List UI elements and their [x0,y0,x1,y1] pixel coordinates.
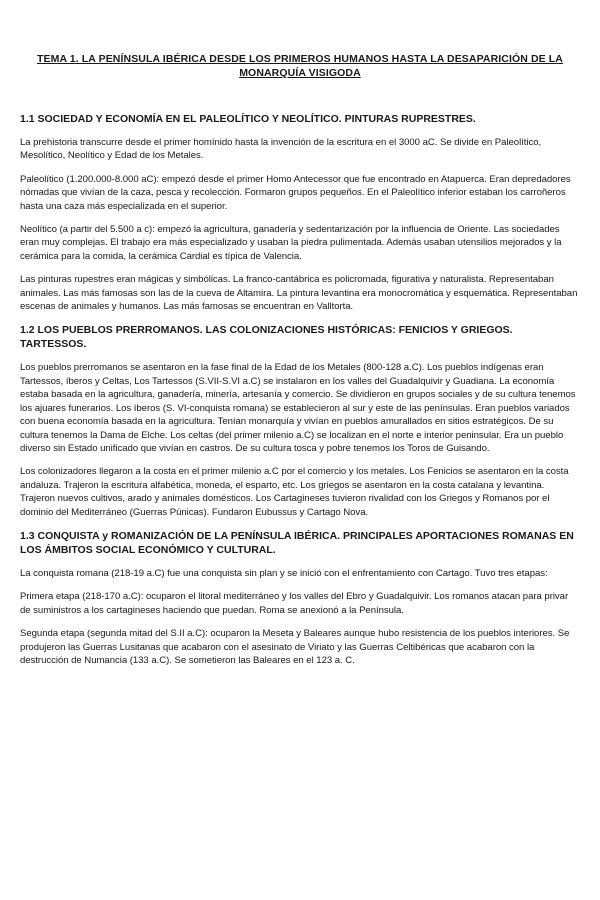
section-1-paragraph: Neolítico (a partir del 5.500 a c): empezó la agricultura, ganadería y sedentarización por la influencia de Oriente. Las sociedades eran muy complejas. El trabajo era más especializado y usaban la piedra pulimentada. Además usaban utensilios mejorados y la cerámica para la comida, la cerámica Cardial es típica de Valencia. [20,224,562,262]
section-1 [20,112,580,313]
section-1-heading: 1.1 SOCIEDAD Y ECONOMÍA EN EL PALEOLÍTICO Y NEOLÍTICO. PINTURAS RUPRESTRES. [20,113,476,125]
section-2-paragraph: Los pueblos prerromanos se asentaron en la fase final de la Edad de los Metales (800-128 a.C). Los pueblos indígenas eran Tartessos, íberos y Celtas, Los Tartessos (S.VII-S.VI a.C) se instalaron en los valles del Guadalquivir y Guadiana. La economía estaba basada en la agricultura, ganadería, minería, artesanía y comercio. Se dividieron en grupos sociales y de su cultura tenemos los ajuares funerarios. Los íberos (S. VI-conquista romana) se establecieron al sur y este de las penínsulas. Eran pueblos variados con buena economía basada en la agricultura. Tenían monarquía y vivían en pueblos amurallados en sitios estratégicos. De su cultura tenemos la Dama de Elche. Los celtas (del primer milenio a.C) se localizan en el norte e interior peninsular. Era un pueblo diverso sin Estado unificado que vivían en castros. De su cultura tosca y pobre tenemos los Toros de Guisando. [20,362,576,454]
document-page [0,52,600,900]
document-title: TEMA 1. LA PENÍNSULA IBÉRICA DESDE LOS PRIMEROS HUMANOS HASTA LA DESAPARICIÓN DE LA MONARQUÍA VISIGODA [37,53,563,79]
section-1-paragraph: La prehistoria transcurre desde el primer homínido hasta la invención de la escritura en el 3000 aC. Se divide en Paleolítico, Mesolítico, Neolítico y Edad de los Metales. [20,137,542,162]
section-3-paragraph: Primera etapa (218-170 a.C): ocuparon el litoral mediterráneo y los valles del Ebro y Guadalquivir. Los romanos atacan para privar de suministros a los cartagineses haciendo que puedan. Roma se anexionó a la Península. [20,591,569,616]
section-3-paragraph: La conquista romana (218-19 a.C) fue una conquista sin plan y se inició con el enfrentamiento con Cartago. Tuvo tres etapas: [20,567,548,579]
section-3 [20,529,580,667]
section-2 [20,323,580,518]
section-1-paragraph: Las pinturas rupestres eran mágicas y simbólicas. La franco-cantábrica es policromada, figurativa y naturalista. Representaban animales. Las más famosas son las de la cueva de Altamira. La pintura levantina era monocromática y esquemática. Representaban escenas de animales y humanos. Las más famosas se encuentran en Valltorta. [20,274,578,313]
section-2-heading: 1.2 LOS PUEBLOS PRERROMANOS. LAS COLONIZACIONES HISTÓRICAS: FENICIOS Y GRIEGOS. TARTESSOS. [20,324,513,351]
section-2-paragraph: Los colonizadores llegaron a la costa en el primer milenio a.C por el comercio y los metales. Los Fenicios se asentaron en la costa andaluza. Trajeron la escritura alfabética, moneda, el esparto, etc. Los griegos se asentaron en la costa catalana y levantina. Trajeron nuevos cultivos, arado y animales domésticos. Los Cartagineses tuvieron rivalidad con los Griegos y Romanos por el dominio del Mediterráneo (Guerras Púnicas). Fundaron Eubussus y Cartago Nova. [20,466,569,518]
section-3-paragraph: Segunda etapa (segunda mitad del S.II a.C): ocuparon la Meseta y Baleares aunque hubo resistencia de los pueblos interiores. Se produjeron las Guerras Lusitanas que acabaron con el asesinato de Viriato y las Guerras Celtibéricas que acabaron con la destrucción de Numancia (133 a.C). Se sometieron las Baleares en el 123 a. C. [20,628,570,666]
section-3-heading: 1.3 CONQUISTA y ROMANIZACIÓN DE LA PENÍNSULA IBÉRICA. PRINCIPALES APORTACIONES ROMANAS EN LOS ÁMBITOS SOCIAL ECONÓMICO Y CULTURAL. [20,529,574,556]
section-1-paragraph: Paleolítico (1.200.000-8.000 aC): empezó desde el primer Homo Antecessor que fue encontrado en Atapuerca. Eran depredadores nómadas que vivían de la caza, pesca y recolección. Formaron grupos pequeños. En el Paleolítico inferior estaban los carroñeros hasta una caza más especializada en el superior. [20,173,571,212]
